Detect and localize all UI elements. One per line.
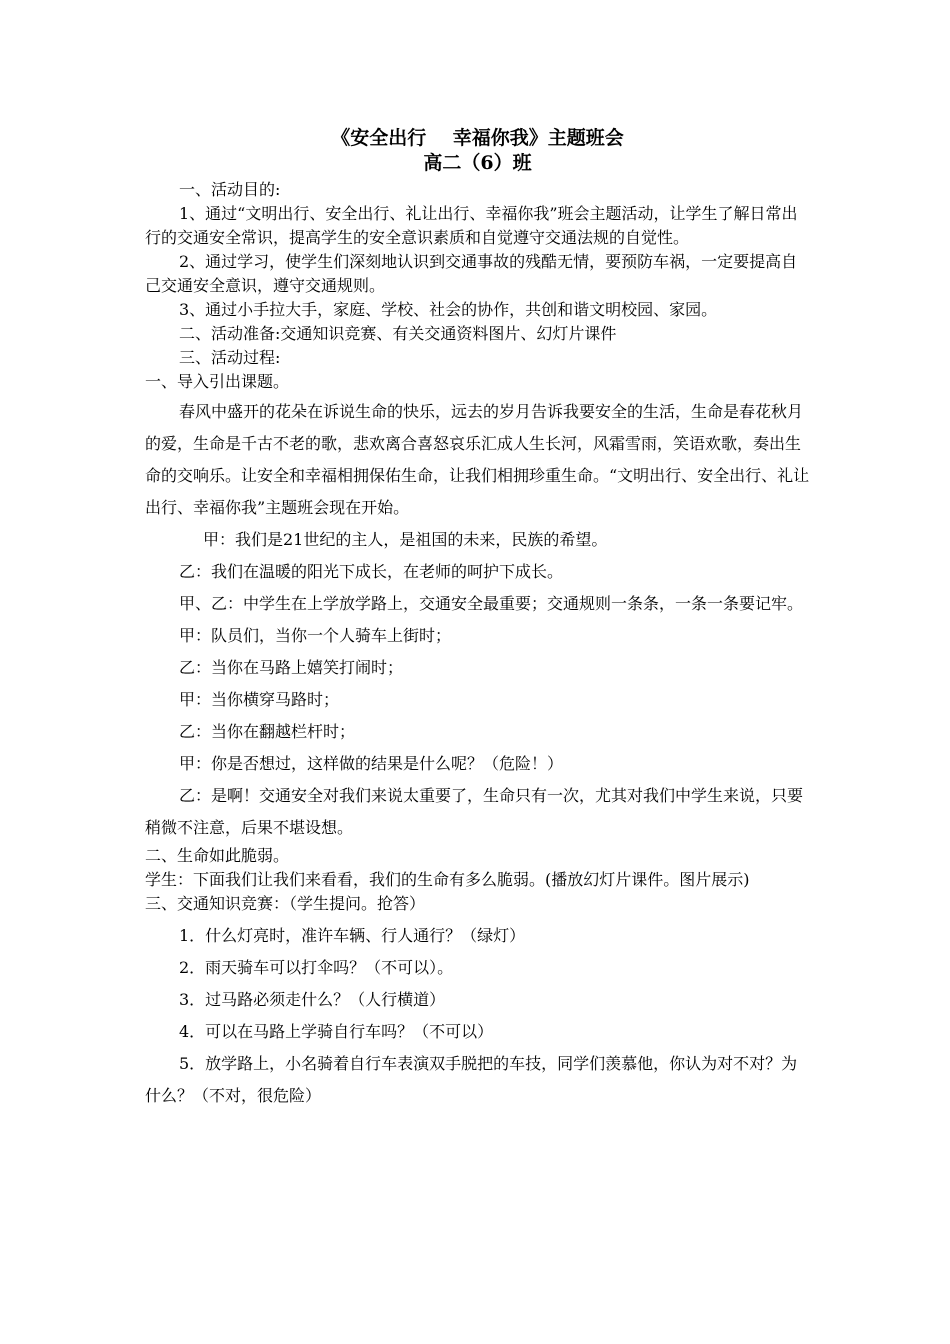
section-heading-2: 二、生命如此脆弱。	[145, 846, 290, 865]
preparation-line: 二、活动准备:交通知识竞赛、有关交通资料图片、幻灯片课件	[179, 324, 617, 343]
purpose-item-2: 2、通过学习，使学生们深刻地认识到交通事故的残酷无情，要预防车祸，一定要提高自己交通安全意识，遵守交通规则。	[145, 252, 798, 295]
section-heading-3: 三、交通知识竞赛：（学生提问。抢答）	[145, 894, 426, 913]
quiz-item: 3．过马路必须走什么？（人行横道）	[179, 990, 446, 1009]
document-title: 《安全出行 幸福你我》主题班会	[331, 127, 624, 149]
quiz-item: 2．雨天骑车可以打伞吗？（不可以）。	[179, 958, 454, 977]
dialogue-line: 甲：当你横穿马路时；	[179, 690, 340, 709]
dialogue-line: 乙：当你在马路上嬉笑打闹时；	[179, 658, 404, 677]
quiz-item: 4．可以在马路上学骑自行车吗？（不可以）	[179, 1022, 494, 1041]
students-line: 学生：下面我们让我们来看看，我们的生命有多么脆弱。(播放幻灯片课件。图片展示)	[145, 870, 750, 889]
dialogue-line: 甲：我们是21世纪的主人，是祖国的未来，民族的希望。	[203, 530, 608, 549]
dialogue-line: 乙：当你在翻越栏杆时；	[179, 722, 356, 741]
section-heading-1: 一、导入引出课题。	[145, 372, 290, 391]
purpose-item-1: 1、通过“文明出行、安全出行、礼让出行、幸福你我”班会主题活动，让学生了解日常出行的交通安全常识，提高学生的安全意识素质和自觉遵守交通法规的自觉性。	[145, 204, 798, 247]
quiz-item: 1．什么灯亮时，准许车辆、行人通行？（绿灯）	[179, 926, 526, 945]
dialogue-line: 甲、乙：中学生在上学放学路上，交通安全最重要；交通规则一条条，一条一条要记牢。	[179, 594, 804, 613]
purpose-item-3: 3、通过小手拉大手，家庭、学校、社会的协作，共创和谐文明校园、家园。	[179, 300, 718, 319]
dialogue-line: 甲：队员们，当你一个人骑车上街时；	[179, 626, 452, 645]
intro-paragraph: 春风中盛开的花朵在诉说生命的快乐，远去的岁月告诉我要安全的生活，生命是春花秋月的爱，生命是千古不老的歌，悲欢离合喜怒哀乐汇成人生长河，风霜雪雨，笑语欢歌，奏出生命的交响乐。让安全和幸福相拥保佑生命，让我们相拥珍重生命。“文明出行、安全出行、礼让出行、幸福你我”主题班会现在开始。	[145, 402, 810, 517]
dialogue-line: 乙：我们在温暖的阳光下成长，在老师的呵护下成长。	[179, 562, 564, 581]
class-name: 高二（6）班	[423, 152, 532, 174]
purpose-heading: 一、活动目的:	[179, 180, 281, 199]
dialogue-line: 乙：是啊！交通安全对我们来说太重要了，生命只有一次，尤其对我们中学生来说，只要稍微不注意，后果不堪设想。	[145, 786, 804, 837]
dialogue-line: 甲：你是否想过，这样做的结果是什么呢？（危险！）	[179, 754, 564, 773]
document-body	[145, 126, 810, 1112]
process-heading: 三、活动过程:	[179, 348, 281, 367]
quiz-item: 5．放学路上，小名骑着自行车表演双手脱把的车技，同学们羡慕他，你认为对不对？为什么？（不对，很危险）	[145, 1054, 798, 1105]
